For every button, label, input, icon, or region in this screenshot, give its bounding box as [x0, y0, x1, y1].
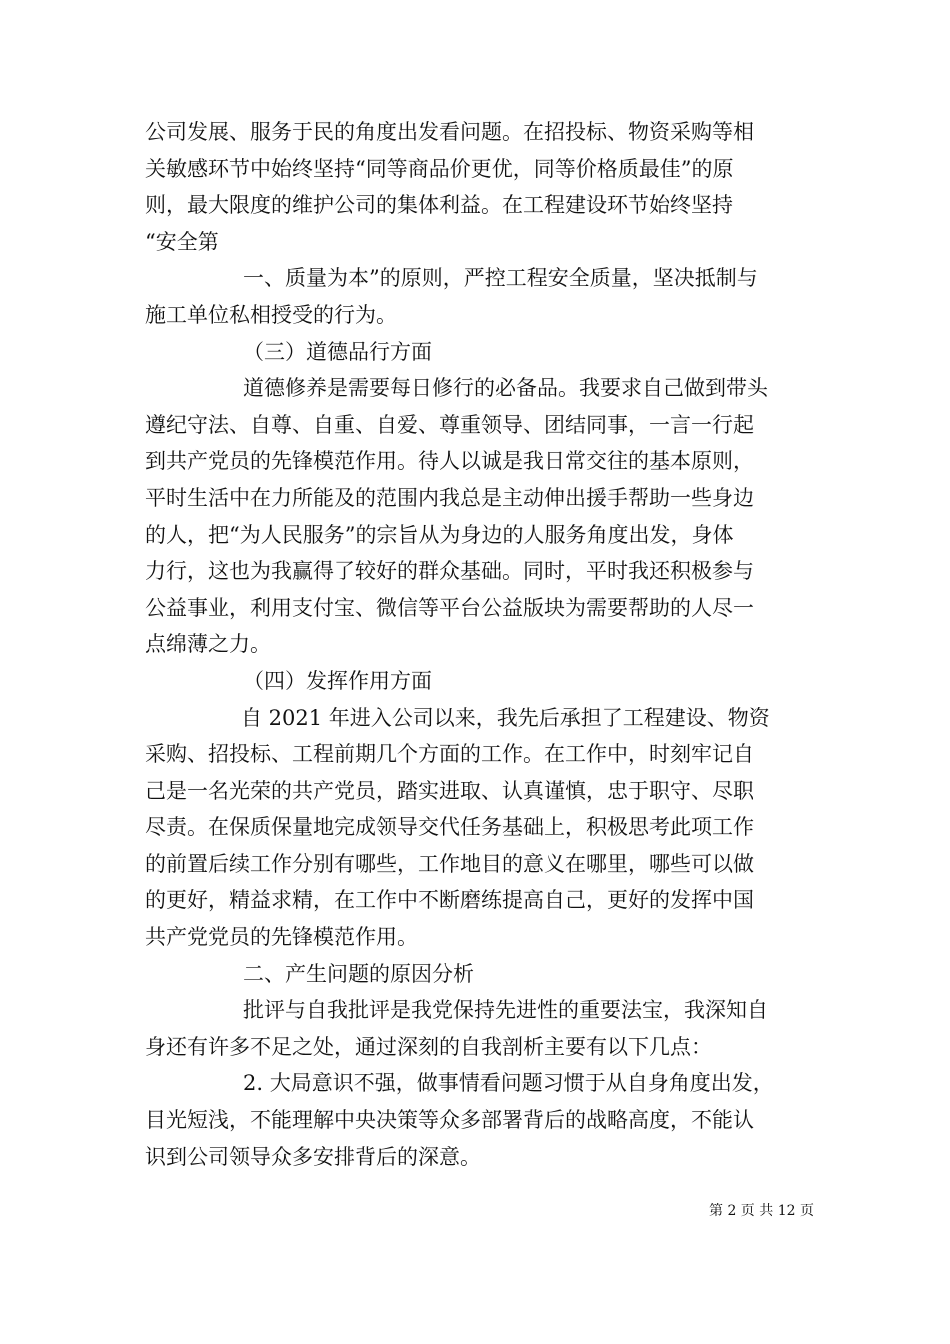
- text-line: 目光短浅，不能理解中央决策等众多部署背后的战略高度，不能认: [145, 1108, 754, 1133]
- text-line: 自 2021 年进入公司以来，我先后承担了工程建设、物资: [241, 705, 770, 730]
- text-line: 的前置后续工作分别有哪些，工作地目的意义在哪里，哪些可以做: [145, 851, 754, 876]
- text-line: 身还有许多不足之处，通过深刻的自我剖析主要有以下几点：: [145, 1034, 712, 1059]
- text-line: 共产党党员的先锋模范作用。: [145, 925, 418, 950]
- body-text: [145, 114, 807, 1175]
- text-line: 公司发展、服务于民的角度出发看问题。在招投标、物资采购等相: [145, 120, 754, 144]
- section-heading: （四）发挥作用方面: [243, 668, 432, 693]
- text-line: 则，最大限度的维护公司的集体利益。在工程建设环节始终坚持: [145, 193, 733, 218]
- text-line: 到共产党员的先锋模范作用。待人以诚是我日常交往的基本原则，: [145, 449, 754, 474]
- text-line: 尽责。在保质保量地完成领导交代任务基础上，积极思考此项工作: [145, 815, 754, 840]
- text-line: 的人，把“为人民服务”的宗旨从为身边的人服务角度出发，身体: [145, 522, 734, 547]
- text-line: 遵纪守法、自尊、自重、自爱、尊重领导、团结同事，一言一行起: [145, 412, 754, 437]
- text-line: 点绵薄之力。: [145, 632, 271, 657]
- text-line: 己是一名光荣的共产党员，踏实进取、认真谨慎，忠于职守、尽职: [145, 778, 754, 803]
- text-line: 力行，这也为我赢得了较好的群众基础。同时，平时我还积极参与: [145, 559, 754, 584]
- section-heading: 二、产生问题的原因分析: [243, 961, 474, 986]
- page-number-footer: 第 2 页 共 12 页: [709, 1203, 814, 1219]
- text-line: 公益事业，利用支付宝、微信等平台公益版块为需要帮助的人尽一: [145, 595, 754, 620]
- text-line: 识到公司领导众多安排背后的深意。: [145, 1144, 481, 1169]
- text-line: 批评与自我批评是我党保持先进性的重要法宝，我深知自: [243, 998, 768, 1023]
- text-line: 平时生活中在力所能及的范围内我总是主动伸出援手帮助一些身边: [145, 485, 754, 510]
- text-line: “安全第: [145, 229, 219, 254]
- text-line: 关敏感环节中始终坚持“同等商品价更优，同等价格质最佳”的原: [145, 156, 734, 181]
- text-line: 采购、招投标、工程前期几个方面的工作。在工作中，时刻牢记自: [145, 742, 754, 767]
- section-heading: （三）道德品行方面: [243, 339, 432, 364]
- text-line: 2. 大局意识不强，做事情看问题习惯于从自身角度出发，: [243, 1071, 774, 1096]
- text-line: 的更好，精益求精，在工作中不断磨练提高自己，更好的发挥中国: [145, 888, 754, 913]
- text-line: 施工单位私相授受的行为。: [145, 302, 397, 327]
- text-line: 一、质量为本”的原则，严控工程安全质量，坚决抵制与: [243, 266, 758, 291]
- text-line: 道德修养是需要每日修行的必备品。我要求自己做到带头: [243, 376, 768, 401]
